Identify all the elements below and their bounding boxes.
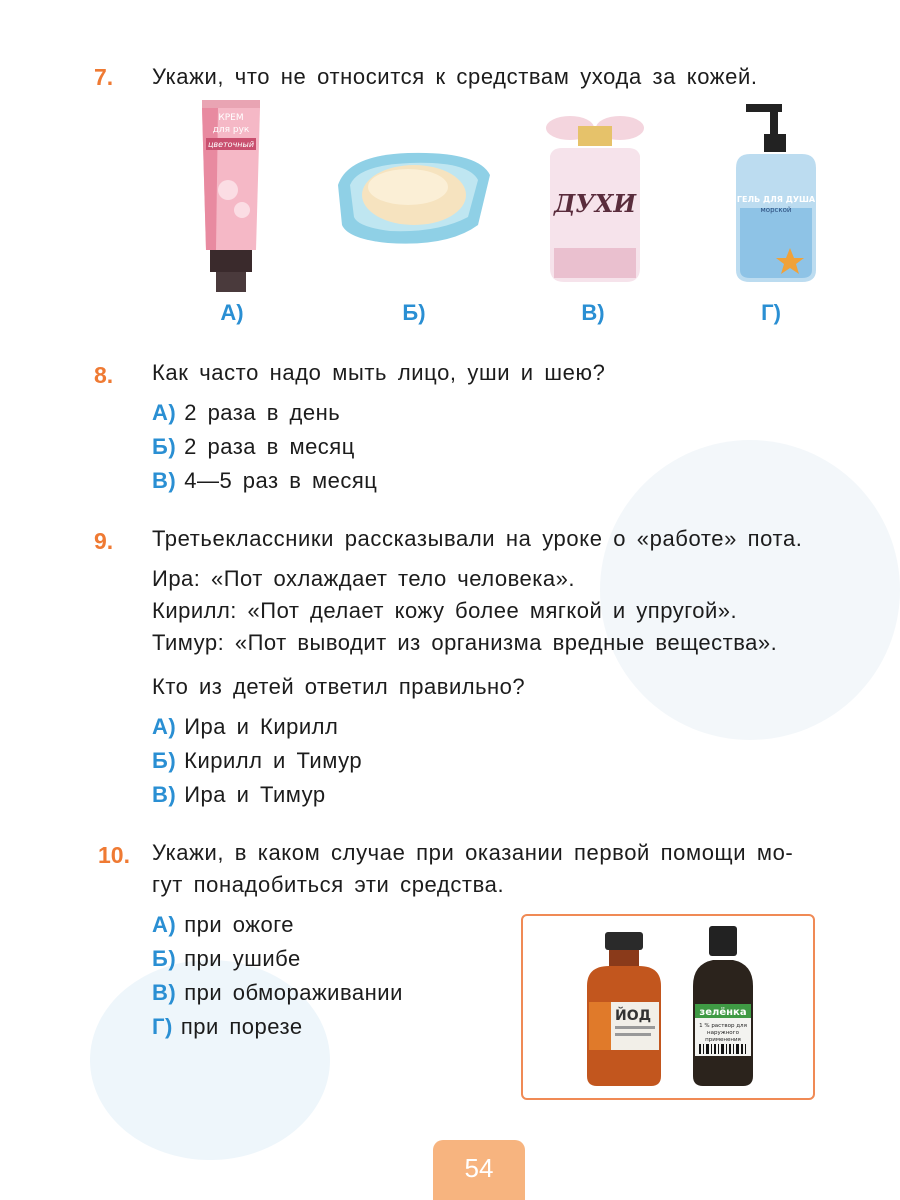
barcode-icon — [699, 1044, 746, 1054]
question-text: Укажи, что не относится к средствам ухода за кожей. — [152, 64, 758, 89]
statement-ira: Ира: «Пот охлаждает тело человека». — [152, 566, 575, 591]
cream-caption-2: для рук — [212, 125, 250, 135]
cream-caption-1: КРЕМ — [218, 113, 244, 123]
zelenka-caption: зелёнка — [699, 1007, 747, 1018]
image-label-v[interactable]: В) — [581, 300, 605, 325]
answer-option[interactable]: А) 2 раза в день — [152, 400, 341, 425]
answer-option[interactable]: В) Ира и Тимур — [152, 782, 326, 807]
first-aid-image-frame — [521, 914, 815, 1100]
soap-dish-icon — [328, 135, 498, 255]
question-number: 7. — [94, 64, 114, 90]
zelenka-subcaption-3: применения — [705, 1037, 741, 1043]
question-text: Третьеклассники рассказывали на уроке о «работе» пота. — [152, 526, 803, 551]
page-number: 54 — [433, 1140, 525, 1200]
answer-option[interactable]: В) при обмораживании — [152, 980, 403, 1005]
answer-option[interactable]: Б) 2 раза в месяц — [152, 434, 355, 459]
gel-caption-2: морской — [760, 206, 792, 214]
image-label-b[interactable]: Б) — [402, 300, 426, 325]
image-label-a[interactable]: А) — [220, 300, 244, 325]
question-number: 9. — [94, 528, 114, 554]
statement-kirill: Кирилл: «Пот делает кожу более мягкой и упругой». — [152, 598, 738, 623]
iodine-caption: ЙОД — [615, 1008, 652, 1024]
perfume-bottle-icon — [540, 108, 650, 288]
zelenka-subcaption-2: наружного — [707, 1030, 739, 1036]
gel-caption-1: ГЕЛЬ ДЛЯ ДУША — [736, 195, 816, 204]
sub-question: Кто из детей ответил правильно? — [152, 674, 526, 699]
answer-option[interactable]: Г) при порезе — [152, 1014, 303, 1039]
answer-option[interactable]: А) Ира и Кирилл — [152, 714, 339, 739]
image-label-g[interactable]: Г) — [761, 300, 781, 325]
hand-cream-tube-icon — [198, 100, 264, 295]
question-text-line-2: гут понадобиться эти средства. — [152, 872, 505, 897]
answer-option[interactable]: А) при ожоге — [152, 912, 294, 937]
answer-option[interactable]: Б) Кирилл и Тимур — [152, 748, 363, 773]
zelenka-bottle-icon — [683, 924, 763, 1088]
perfume-caption: ДУХИ — [553, 189, 637, 218]
question-text: Как часто надо мыть лицо, уши и шею? — [152, 360, 606, 385]
question-number: 10. — [98, 842, 130, 868]
zelenka-subcaption-1: 1 % раствор для — [699, 1023, 747, 1029]
statement-timur: Тимур: «Пот выводит из организма вредные вещества». — [152, 630, 778, 655]
question-number: 8. — [94, 362, 114, 388]
cream-caption-3: цветочный — [207, 140, 255, 149]
iodine-bottle-icon — [579, 930, 669, 1088]
shower-gel-bottle-icon — [728, 98, 824, 288]
background-decoration — [600, 440, 900, 740]
question-text-line-1: Укажи, в каком случае при оказании первой помощи мо- — [152, 840, 794, 865]
answer-option[interactable]: В) 4—5 раз в месяц — [152, 468, 378, 493]
answer-option[interactable]: Б) при ушибе — [152, 946, 301, 971]
